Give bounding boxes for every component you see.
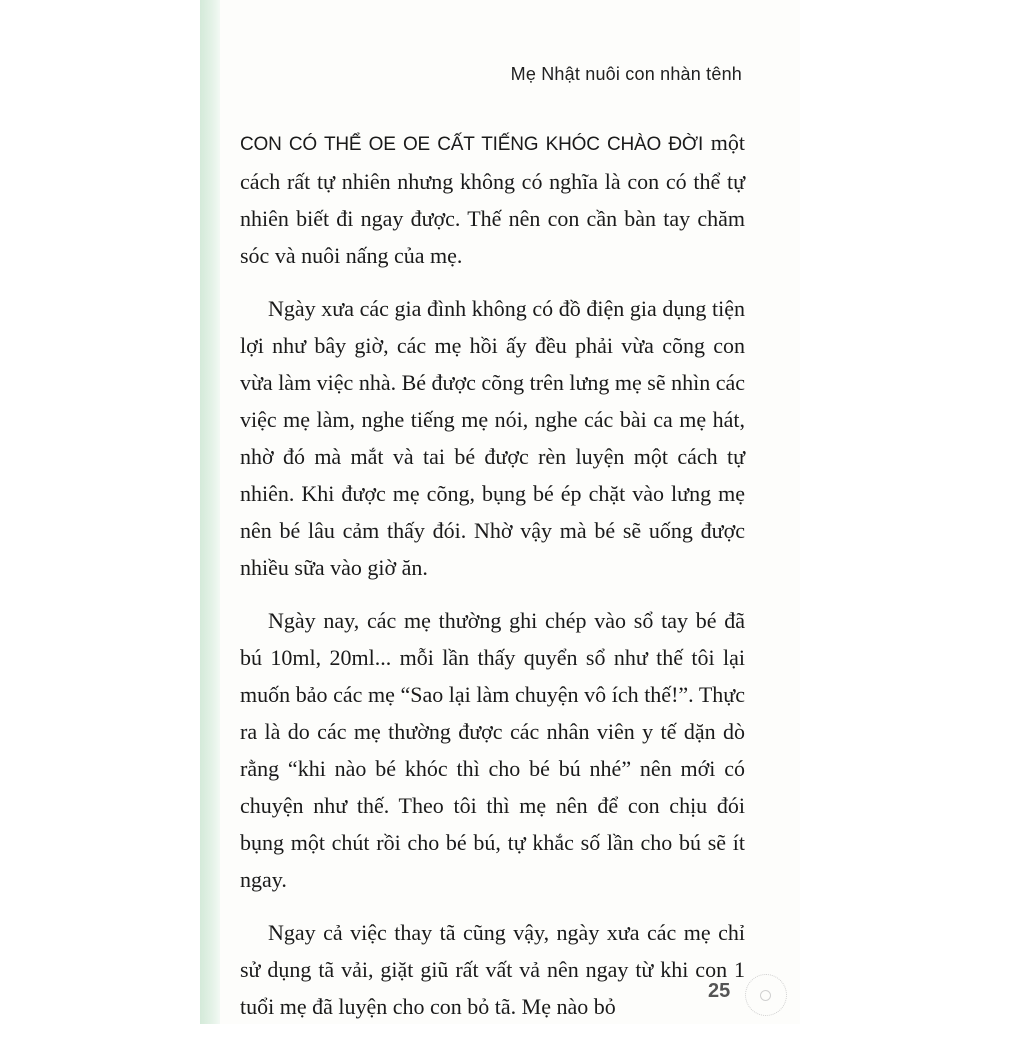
page-ornament-icon — [745, 974, 787, 1016]
page-number: 25 — [708, 980, 731, 1002]
running-header-title: Mẹ Nhật nuôi con nhàn tênh — [510, 64, 742, 84]
paragraph-1-text: một cách rất tự nhiên nhưng không có nghĩa là con có thể tự nhiên biết đi ngay được. Thế nên con cần bàn tay chăm sóc và nuôi nấng của mẹ. — [240, 130, 745, 268]
book-spine-gutter — [200, 0, 220, 1024]
paragraph-2: Ngày xưa các gia đình không có đồ điện gia dụng tiện lợi như bây giờ, các mẹ hồi ấy đều phải vừa cõng con vừa làm việc nhà. Bé được cõng trên lưng mẹ sẽ nhìn các việc mẹ làm, nghe tiếng mẹ nói, nghe các bài ca mẹ hát, nhờ đó mà mắt và tai bé được rèn luyện một cách tự nhiên. Khi được mẹ cõng, bụng bé ép chặt vào lưng mẹ nên bé lâu cảm thấy đói. Nhờ vậy mà bé sẽ uống được nhiều sữa vào giờ ăn. — [240, 296, 745, 580]
paragraph-lead-in: CON CÓ THỂ OE OE CẤT TIẾNG KHÓC CHÀO ĐỜI — [240, 134, 704, 155]
paragraph-4: Ngay cả việc thay tã cũng vậy, ngày xưa các mẹ chỉ sử dụng tã vải, giặt giũ rất vất vả nên ngay từ khi con 1 tuổi mẹ đã luyện cho con bỏ tã. Mẹ nào bỏ — [240, 920, 745, 1019]
paragraph-3: Ngày nay, các mẹ thường ghi chép vào sổ tay bé đã bú 10ml, 20ml... mỗi lần thấy quyển sổ như thế tôi lại muốn bảo các mẹ “Sao lại làm chuyện vô ích thế!”. Thực ra là do các mẹ thường được các nhân viên y tế dặn dò rằng “khi nào bé khóc thì cho bé bú nhé” nên mới có chuyện như thế. Theo tôi thì mẹ nên để con chịu đói bụng một chút rồi cho bé bú, tự khắc số lần cho bú sẽ ít ngay. — [240, 608, 745, 892]
paragraph-1 — [240, 124, 745, 274]
body-text — [240, 124, 745, 1041]
